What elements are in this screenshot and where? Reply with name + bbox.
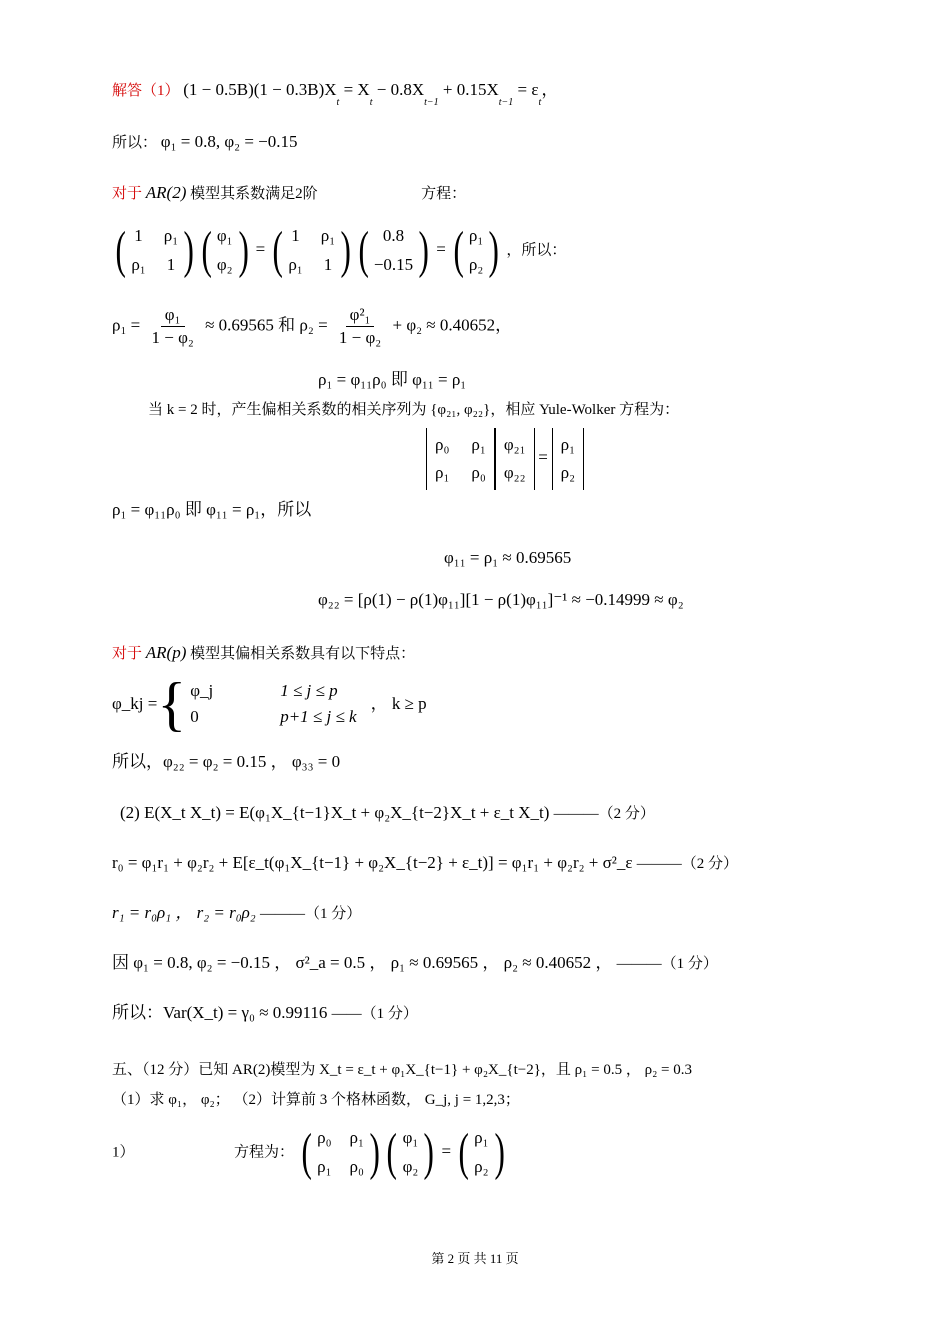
rho-phi-line-1: ρ₁ = φ₁₁ρ₀ 即 φ₁₁ = ρ₁	[318, 370, 467, 389]
vector-m3v: ( ρ₁ ρ₂ )	[453, 222, 500, 279]
arp-heading: 对于 AR(p) 模型其偏相关系数具有以下特点：	[112, 643, 416, 662]
page-footer: 第 2 页 共 11 页	[431, 1251, 519, 1266]
ar2-heading: 对于 AR(2) 模型其系数满足2阶 方程：	[112, 183, 467, 202]
matrix-m5: ( ρ₀ ρ₁ ρ₁ ρ₀ )	[301, 1124, 380, 1181]
matrix-m1: ( 1 ρ₁ ρ₁ 1 )	[115, 222, 195, 279]
vector-m5v: ( φ₁ φ₂ )	[386, 1124, 435, 1181]
partial-autocorr-cases: φ_kj = { φ_j 1 ≤ j ≤ p 0 p+1 ≤ j ≤ k ， k ≥ p	[112, 671, 427, 737]
part2-expectation: (2) E(X_t X_t) = E(φ₁X_{t−1}X_t + φ₂X_{t−2}X_t + ε_t X_t) ———（2 分）	[120, 803, 655, 822]
answer-label: 解答（1）	[112, 83, 180, 99]
matrix-m2: ( 1 ρ₁ ρ₁ 1 )	[272, 222, 352, 279]
question-5: 五、（12 分）已知 AR(2)模型为 X_t = ε_t + φ₁X_{t−1} + φ₂X_{t−2}，且 ρ₁ = 0.5 ， ρ₂ = 0.3	[112, 1062, 693, 1078]
fraction-1: $\frac{\text{φ₁}}{\text{1 − φ₂}}$	[151, 305, 194, 347]
rho-phi-line-2: ρ₁ = φ₁₁ρ₀ 即 φ₁₁ = ρ₁，所以	[112, 500, 312, 519]
pacf-values: 所以，φ₂₂ = φ₂ = 0.15 ， φ₃₃ = 0	[112, 752, 341, 771]
question-5-parts: （1）求 φ₁， φ₂； （2）计算前 3 个格林函数， G_j, j = 1,2,3；	[112, 1092, 520, 1108]
phi22-result: φ₂₂ = [ρ(1) − ρ(1)φ₁₁][1 − ρ(1)φ₁₁]⁻¹ ≈ −0.14999 ≈ φ₂	[318, 590, 684, 609]
vector-m4v: φ₂₁ φ₂₂	[495, 428, 535, 490]
vector-m2v: ( 0.8 −0.15 )	[357, 222, 430, 279]
q5-answer-1: 1） 方程为： ( ρ₀ ρ₁ ρ₁ ρ₀ ) ( φ₁ φ₂ ) = ( ρ₁ ρ₂ )	[112, 1126, 508, 1180]
fraction-2: $\frac{\text{φ²₁}}{\text{1 − φ₂}}$	[338, 305, 382, 347]
given-values: 因 φ₁ = 0.8, φ₂ = −0.15 ， σ²_a = 0.5 ， ρ₁ ≈ 0.69565 ， ρ₂ ≈ 0.40652 ， ———（1 分）	[112, 953, 718, 972]
matrix-m4: ρ₀ ρ₁ ρ₁ ρ₀	[426, 428, 495, 490]
yule-walker-matrix: ρ₀ ρ₁ ρ₁ ρ₀ φ₂₁ φ₂₂ = ρ₁ ρ₂	[426, 428, 584, 490]
answer-line-2: 所以： φ₁ = 0.8, φ₂ = −0.15	[112, 132, 298, 151]
answer-line-1	[112, 80, 559, 108]
r0-equation: r₀ = φ₁r₁ + φ₂r₂ + E[ε_t(φ₁X_{t−1} + φ₂X_{t−2} + ε_t)] = φ₁r₁ + φ₂r₂ + σ²_ε ———（2 分）	[112, 853, 739, 872]
phi11-result: φ₁₁ = ρ₁ ≈ 0.69565	[444, 548, 572, 567]
rho-fractions: ρ₁ = $\frac{\text{φ₁}}{\text{1 − φ₂}}$ ≈ 0.69565 和 ρ₂ = $\frac{\text{φ²₁}}{\text{1 − φ₂}}$ + φ₂ ≈ 0.40652，	[112, 305, 513, 347]
variance-result: 所以：Var(X_t) = γ₀ ≈ 0.99116 ——（1 分）	[112, 1003, 418, 1022]
yule-walker-intro: 当 k = 2 时，产生偏相关系数的相关序列为 {φ₂₁, φ₂₂}，相应 Yule-Wolker 方程为：	[148, 402, 680, 418]
matrix-equation-1: ( 1 ρ₁ ρ₁ 1 ) ( φ₁ φ₂ ) = ( 1 ρ₁ ρ₁ 1 ) ( 0.8 −0.15 ) = ( ρ₁ ρ₂ ) ，所以：	[112, 224, 566, 278]
vector-m1v: ( φ₁ φ₂ )	[200, 222, 249, 279]
vector-m4r: ρ₁ ρ₂	[552, 428, 584, 490]
equation-1: $(1 - 0.5B)(1 - 0.3B)X_t = X_t - 0.8X_{t-1} + 0.15X_{t-1} = \varepsilon_t$，	[183, 80, 559, 108]
vector-m5r: ( ρ₁ ρ₂ )	[458, 1124, 505, 1181]
r1-r2-equation: r₁ = r₀ρ₁ ， r₂ = r₀ρ₂ ———（1 分）	[112, 903, 362, 922]
